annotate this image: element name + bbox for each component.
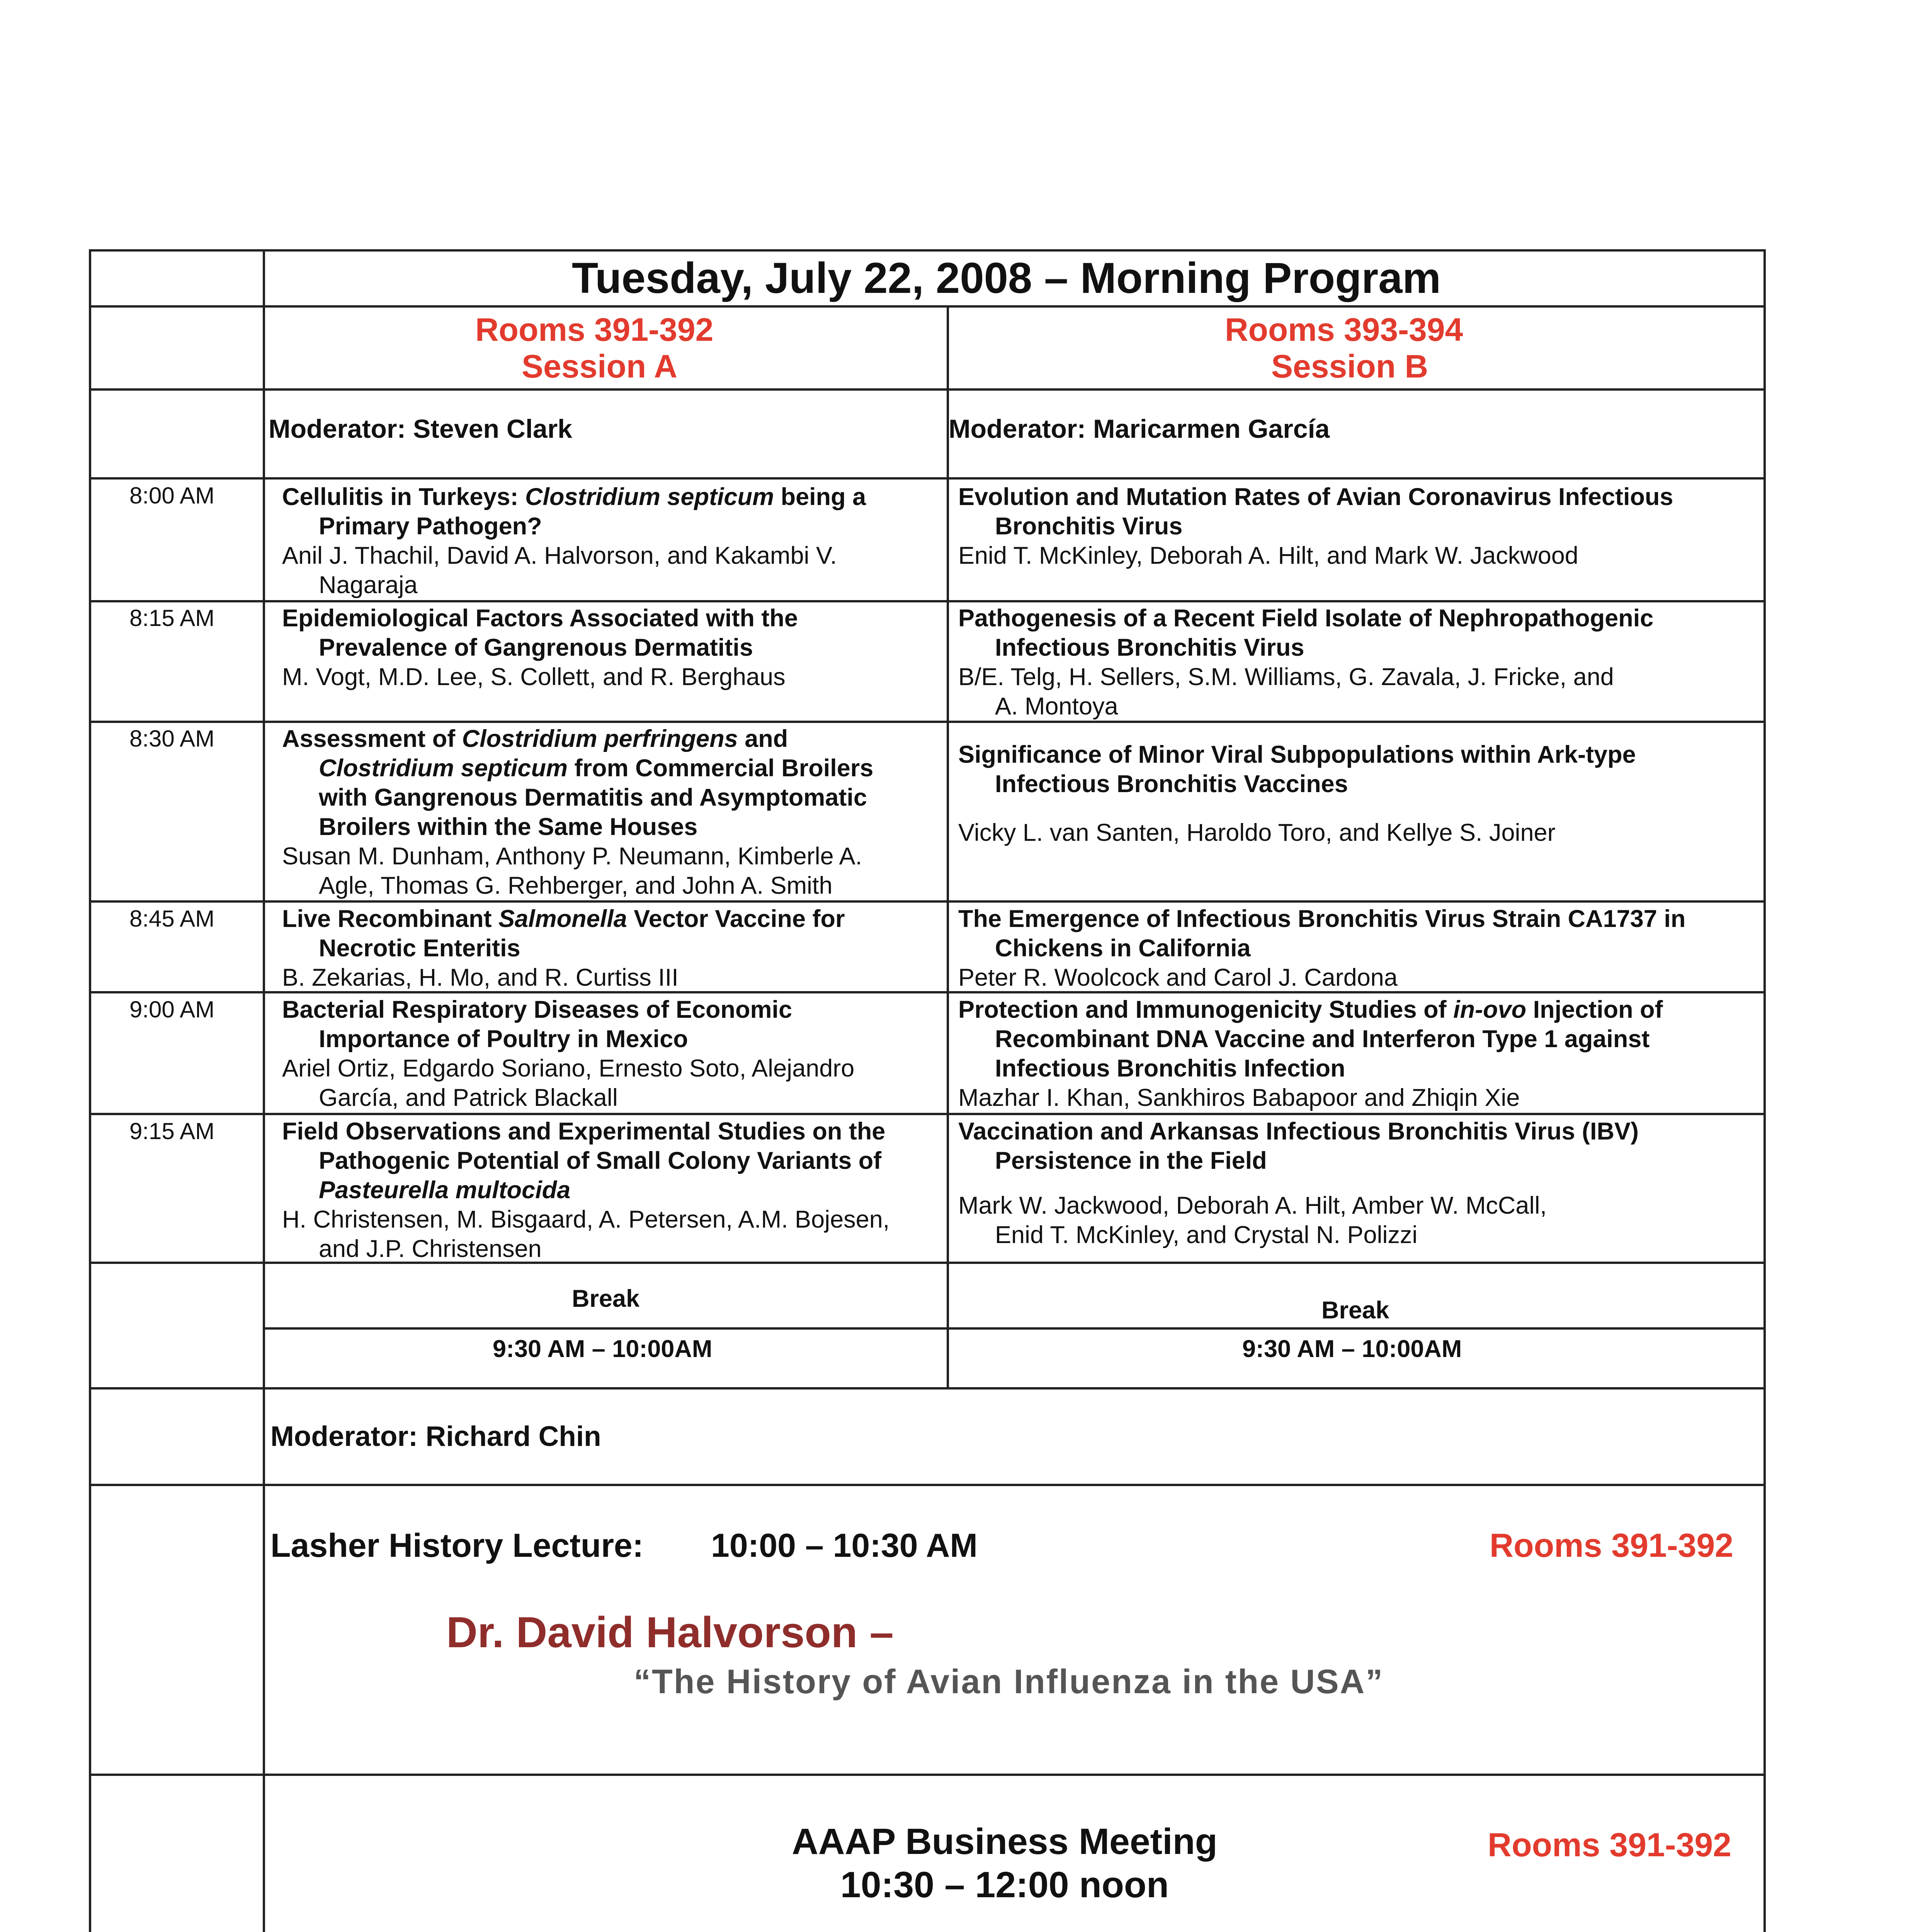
break-time-b: 9:30 AM – 10:00AM xyxy=(1242,1335,1462,1362)
talk-title: Bacterial Respiratory Diseases of Economic xyxy=(282,996,792,1023)
talk-title: Primary Pathogen? xyxy=(319,513,542,540)
talk-title: Broilers within the Same Houses xyxy=(319,813,698,840)
page-title: Tuesday, July 22, 2008 – Morning Program xyxy=(572,254,1441,302)
talk-b-915 xyxy=(958,1117,1758,1250)
talk-b-845 xyxy=(958,904,1758,992)
talk-authors: M. Vogt, M.D. Lee, S. Collett, and R. Berghaus xyxy=(282,663,786,690)
talk-a-800 xyxy=(282,482,939,600)
talk-title: Infectious Bronchitis Vaccines xyxy=(995,770,1348,798)
talk-a-845 xyxy=(282,904,939,992)
talk-authors: Susan M. Dunham, Anthony P. Neumann, Kimberle A. xyxy=(282,843,862,870)
talk-title: Evolution and Mutation Rates of Avian Coronavirus Infectious xyxy=(958,483,1673,510)
business-meeting-title: AAAP Business Meeting xyxy=(792,1821,1218,1862)
moderator-late: Moderator: Richard Chin xyxy=(270,1421,601,1452)
slot-time: 8:15 AM xyxy=(129,605,215,631)
grid-hline xyxy=(89,1774,1766,1776)
talk-title: The Emergence of Infectious Bronchitis Virus Strain CA1737 in xyxy=(958,905,1686,932)
lasher-rooms: Rooms 391-392 xyxy=(1490,1527,1733,1564)
lasher-speaker: Dr. David Halvorson – xyxy=(446,1608,894,1656)
talk-title: Vaccination and Arkansas Infectious Bronchitis Virus (IBV) xyxy=(958,1118,1639,1145)
session-b-rooms: Rooms 393-394 xyxy=(1225,311,1463,348)
grid-hline xyxy=(89,1484,1766,1486)
slot-time: 8:45 AM xyxy=(129,906,215,932)
business-meeting-rooms: Rooms 391-392 xyxy=(1488,1827,1731,1864)
talk-authors: Enid T. McKinley, and Crystal N. Polizzi xyxy=(995,1221,1418,1248)
talk-a-815 xyxy=(282,604,939,692)
talk-authors: and J.P. Christensen xyxy=(319,1235,542,1262)
grid-vline-time xyxy=(263,249,265,1932)
break-label-b: Break xyxy=(1321,1297,1389,1324)
talk-authors: García, and Patrick Blackall xyxy=(319,1084,618,1111)
talk-title: Importance of Poultry in Mexico xyxy=(319,1026,688,1053)
talk-title: Protection and Immunogenicity Studies of in-ovo Injection of xyxy=(958,996,1663,1023)
talk-title: Live Recombinant Salmonella Vector Vaccine for xyxy=(282,905,845,932)
talk-b-830 xyxy=(958,740,1758,847)
talk-title: Bronchitis Virus xyxy=(995,513,1183,540)
talk-authors: Ariel Ortiz, Edgardo Soriano, Ernesto Soto, Alejandro xyxy=(282,1055,855,1082)
grid-hline xyxy=(89,1387,1766,1389)
grid-vline-sessions xyxy=(947,305,949,1389)
moderator-session-a: Moderator: Steven Clark xyxy=(269,414,572,444)
talk-a-830 xyxy=(282,724,939,900)
talk-title: Significance of Minor Viral Subpopulations within Ark-type xyxy=(958,741,1636,768)
talk-title: Pathogenesis of a Recent Field Isolate of Nephropathogenic xyxy=(958,605,1654,632)
talk-title: Clostridium septicum from Commercial Broilers xyxy=(319,755,874,782)
talk-b-900 xyxy=(958,995,1758,1112)
grid-hline xyxy=(89,600,1766,602)
business-meeting xyxy=(734,1820,1275,1906)
grid-hline xyxy=(89,1113,1766,1115)
talk-title: Pathogenic Potential of Small Colony Variants of xyxy=(319,1147,882,1174)
slot-time: 9:00 AM xyxy=(129,997,215,1022)
talk-title: Prevalence of Gangrenous Dermatitis xyxy=(319,634,753,661)
grid-hline xyxy=(89,388,1766,391)
break-label-a: Break xyxy=(572,1285,640,1312)
talk-authors: A. Montoya xyxy=(995,693,1118,720)
slot-time: 8:30 AM xyxy=(129,726,215,752)
talk-title: Persistence in the Field xyxy=(995,1147,1267,1174)
talk-title: Assessment of Clostridium perfringens and xyxy=(282,725,788,752)
talk-authors: Mazhar I. Khan, Sankhiros Babapoor and Zhiqin Xie xyxy=(958,1084,1520,1111)
slot-time: 9:15 AM xyxy=(129,1118,215,1144)
talk-authors: Anil J. Thachil, David A. Halvorson, and Kakambi V. xyxy=(282,542,837,569)
grid-hline xyxy=(89,900,1766,903)
grid-hline xyxy=(89,477,1766,480)
talk-authors: B. Zekarias, H. Mo, and R. Curtiss III xyxy=(282,964,679,991)
talk-authors: Nagaraja xyxy=(319,571,418,599)
talk-authors: H. Christensen, M. Bisgaard, A. Petersen, A.M. Bojesen, xyxy=(282,1206,890,1233)
session-a-label: Session A xyxy=(522,348,678,384)
talk-authors: B/E. Telg, H. Sellers, S.M. Williams, G. Zavala, J. Fricke, and xyxy=(958,663,1614,690)
talk-title: Pasteurella multocida xyxy=(319,1177,571,1204)
talk-a-900 xyxy=(282,995,939,1112)
talk-title: with Gangrenous Dermatitis and Asymptomatic xyxy=(319,784,867,811)
lasher-label: Lasher History Lecture: xyxy=(270,1527,644,1564)
lasher-time: 10:00 – 10:30 AM xyxy=(711,1527,978,1564)
session-a-rooms: Rooms 391-392 xyxy=(475,311,714,348)
talk-authors: Agle, Thomas G. Rehberger, and John A. Smith xyxy=(319,872,833,899)
talk-title: Infectious Bronchitis Infection xyxy=(995,1055,1345,1082)
talk-authors: Peter R. Woolcock and Carol J. Cardona xyxy=(958,964,1398,991)
talk-b-815 xyxy=(958,604,1758,721)
talk-title: Infectious Bronchitis Virus xyxy=(995,634,1304,661)
break-time-a: 9:30 AM – 10:00AM xyxy=(493,1335,713,1362)
talk-authors: Enid T. McKinley, Deborah A. Hilt, and Mark W. Jackwood xyxy=(958,542,1578,569)
talk-a-915 xyxy=(282,1117,939,1264)
moderator-session-b: Moderator: Maricarmen García xyxy=(949,414,1330,444)
talk-b-800 xyxy=(958,482,1758,570)
grid-hline xyxy=(263,1327,1766,1330)
talk-title: Epidemiological Factors Associated with the xyxy=(282,605,798,632)
grid-hline xyxy=(89,305,1766,308)
business-meeting-time: 10:30 – 12:00 noon xyxy=(840,1864,1169,1905)
talk-title: Recombinant DNA Vaccine and Interferon Type 1 against xyxy=(995,1026,1650,1053)
talk-authors: Mark W. Jackwood, Deborah A. Hilt, Amber W. McCall, xyxy=(958,1192,1547,1219)
lasher-talk-title: “The History of Avian Influenza in the USA” xyxy=(634,1662,1384,1701)
slot-time: 8:00 AM xyxy=(129,483,215,509)
talk-authors: Vicky L. van Santen, Haroldo Toro, and Kellye S. Joiner xyxy=(958,819,1556,846)
talk-title: Chickens in California xyxy=(995,935,1251,962)
talk-title: Necrotic Enteritis xyxy=(319,935,520,962)
talk-title: Cellulitis in Turkeys: Clostridium septicum being a xyxy=(282,483,866,510)
talk-title: Field Observations and Experimental Studies on the xyxy=(282,1118,886,1145)
session-b-label: Session B xyxy=(1271,348,1428,384)
